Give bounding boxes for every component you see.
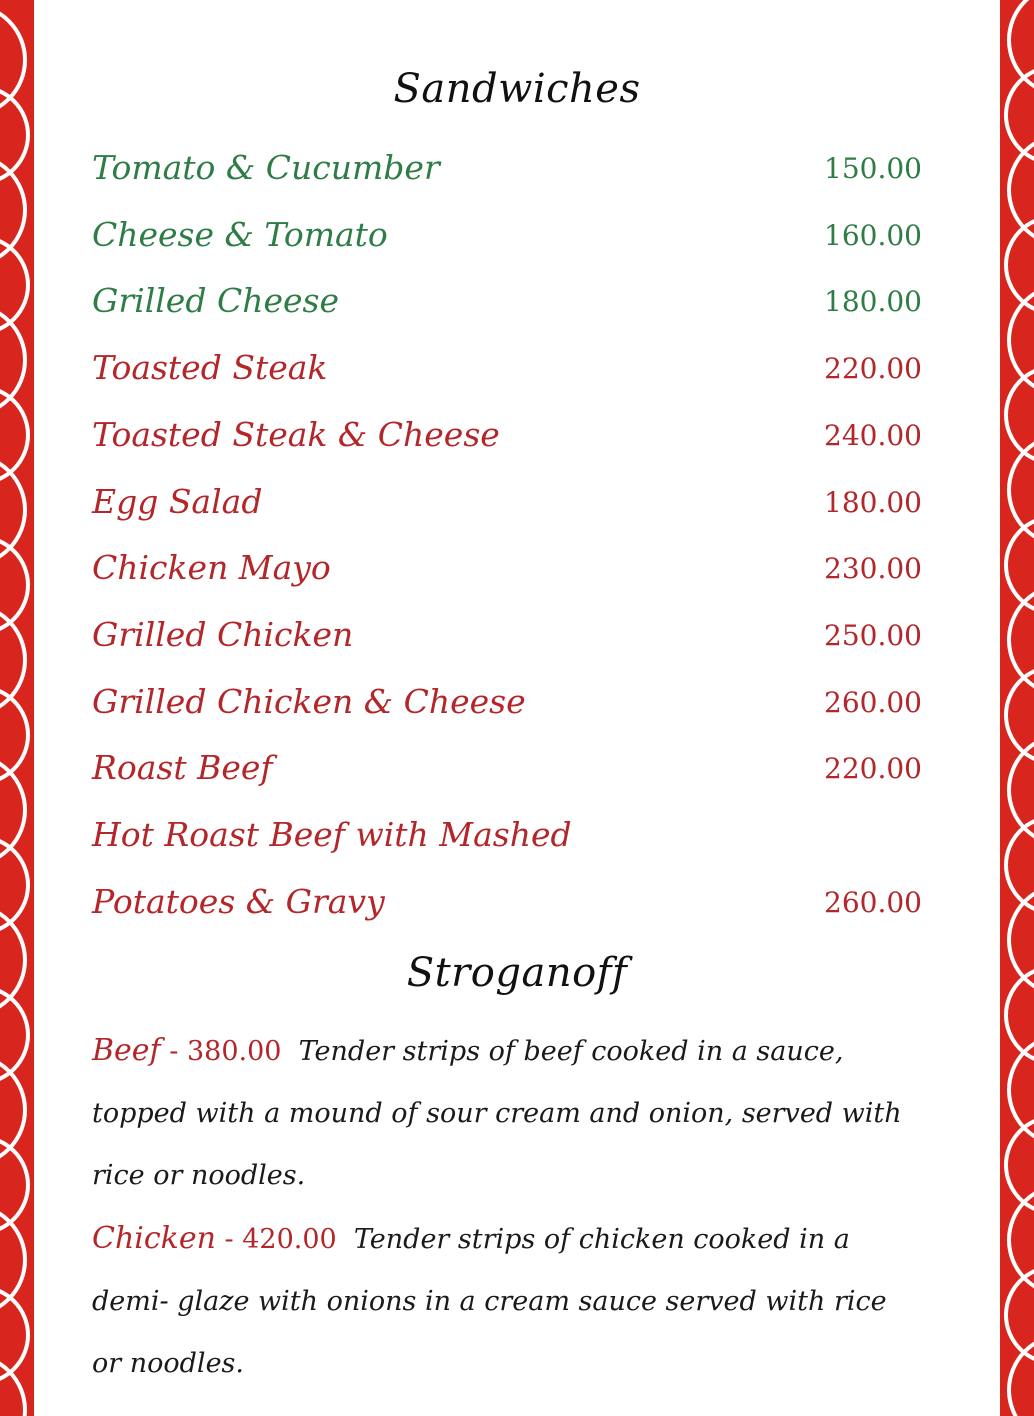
menu-item-name: Hot Roast Beef with Mashed (92, 815, 572, 854)
stroganoff-entry-chicken (92, 1208, 922, 1395)
menu-item (92, 415, 922, 471)
menu-item (92, 682, 922, 738)
menu-item (92, 281, 922, 337)
menu-item-name: Grilled Cheese (92, 281, 339, 321)
menu-item-price: 220.00 (824, 352, 922, 386)
menu-item-name: Potatoes & Gravy (92, 881, 385, 921)
menu-item-price: 220.00 (824, 752, 922, 786)
menu-item-name: Grilled Chicken & Cheese (92, 681, 526, 721)
menu-item-name: Roast Beef (92, 748, 273, 788)
stroganoff-entry-beef (92, 1020, 922, 1207)
menu-item-name: Chicken Mayo (92, 548, 331, 588)
menu-item-name: Egg Salad (92, 481, 263, 521)
stroganoff-entry-separator: - (160, 1036, 187, 1067)
menu-item-name: Cheese & Tomato (92, 214, 388, 254)
menu-item-name: Tomato & Cucumber (92, 148, 440, 187)
menu-item (92, 548, 922, 604)
menu-item (92, 815, 922, 871)
stroganoff-entry-description: Tender strips of chicken cooked in a demi- glaze with onions in a cream sauce served with rice or noodles. (92, 1224, 887, 1379)
menu-item-price: 260.00 (824, 685, 922, 719)
left-decorative-border (0, 0, 34, 1416)
menu-item (92, 882, 922, 938)
menu-item-price: 260.00 (824, 885, 922, 919)
menu-item (92, 148, 922, 204)
stroganoff-entry-separator: - (215, 1224, 243, 1255)
right-decorative-border (1000, 0, 1034, 1416)
menu-page (34, 0, 1000, 1416)
menu-item-price: 250.00 (824, 618, 922, 652)
menu-item (92, 615, 922, 671)
menu-item-price: 230.00 (824, 552, 922, 586)
stroganoff-entry-label: Chicken (92, 1221, 216, 1256)
menu-item (92, 215, 922, 271)
menu-item (92, 348, 922, 404)
stroganoff-heading: Stroganoff (406, 950, 628, 996)
stroganoff-entry-price: 380.00 (186, 1036, 282, 1067)
menu-item-name: Toasted Steak & Cheese (92, 414, 500, 454)
menu-item-price: 160.00 (824, 218, 922, 252)
sandwiches-heading: Sandwiches (393, 66, 641, 112)
menu-item-name: Grilled Chicken (92, 614, 354, 654)
menu-item-price: 240.00 (824, 418, 922, 452)
menu-item-price: 180.00 (824, 485, 922, 519)
menu-item-price: 150.00 (824, 152, 922, 185)
stroganoff-entry-description: Tender strips of beef cooked in a sauce, topped with a mound of sour cream and onion, served with rice or noodles. (92, 1036, 902, 1191)
stroganoff-entry-label: Beef (92, 1033, 161, 1068)
menu-item-name: Toasted Steak (92, 348, 328, 388)
menu-item (92, 482, 922, 538)
menu-item (92, 748, 922, 804)
menu-item-price: 180.00 (824, 285, 922, 319)
stroganoff-entry-price: 420.00 (242, 1224, 337, 1255)
